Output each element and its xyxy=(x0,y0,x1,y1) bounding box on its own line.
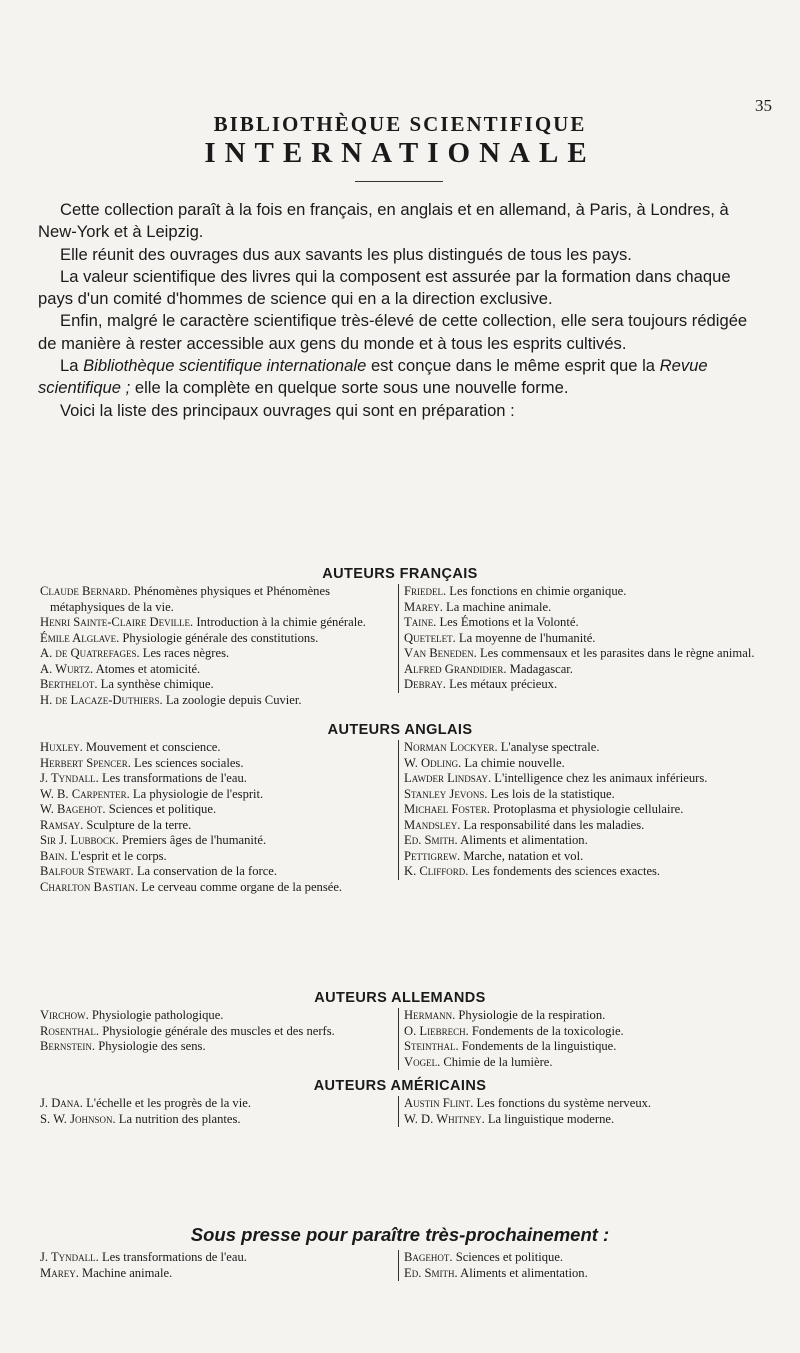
list-anglais-left xyxy=(40,740,390,895)
page-number: 35 xyxy=(755,96,772,115)
entry-author: Henri Sainte-Claire Deville. xyxy=(40,615,194,629)
entry-author: W. B. Carpenter. xyxy=(40,786,130,801)
catalogue-entry xyxy=(404,771,764,787)
catalogue-entry xyxy=(40,740,390,756)
entry-title: Les fonctions du système nerveux. xyxy=(473,1096,652,1110)
entry-author: Alfred Grandidier. xyxy=(404,661,507,676)
catalogue-entry xyxy=(40,771,390,787)
entry-title: Physiologie générale des constitutions. xyxy=(119,630,319,645)
catalogue-entry xyxy=(404,787,764,803)
entry-author: Ed. Smith. xyxy=(404,833,458,847)
list-sous-presse-right xyxy=(398,1250,764,1281)
heading-allemands: AUTEURS ALLEMANDS xyxy=(314,990,486,1006)
catalogue-entry xyxy=(40,864,390,880)
catalogue-entry xyxy=(40,584,390,615)
entry-author: H. de Lacaze-Duthiers. xyxy=(40,692,163,707)
entry-author: J. Dana. xyxy=(40,1096,83,1110)
entry-title: La conservation de la force. xyxy=(133,864,278,878)
intro-paragraph-4: Enfin, malgré le caractère scientifique très-élevé de cette collection, elle sera toujours rédigée de manière à rester accessible aux gens du monde et à tous les esprits cultivés. xyxy=(38,311,748,353)
entry-title: La synthèse chimique. xyxy=(97,677,214,691)
entry-author: O. Liebrech. xyxy=(404,1023,469,1038)
list-sous-presse-left xyxy=(40,1250,390,1281)
entry-author: Bernstein. xyxy=(40,1039,96,1053)
p5-rest: elle la complète en quelque sorte sous une nouvelle forme. xyxy=(134,378,569,398)
catalogue-entry xyxy=(404,864,764,880)
entry-title: La linguistique moderne. xyxy=(484,1111,615,1126)
entry-title: Les sciences sociales. xyxy=(130,755,244,770)
entry-author: Balfour Stewart. xyxy=(40,864,134,878)
entry-author: S. W. Johnson. xyxy=(40,1111,116,1126)
entry-title: Protoplasma et physiologie cellulaire. xyxy=(490,802,684,816)
catalogue-entry xyxy=(40,693,390,709)
entry-author: J. Tyndall. xyxy=(40,1250,99,1264)
intro-paragraph-5 xyxy=(38,355,760,400)
entry-author: W. Odling. xyxy=(404,755,462,770)
list-allemands-left xyxy=(40,1008,390,1055)
catalogue-entry xyxy=(40,631,390,647)
entry-title: Aliments et alimentation. xyxy=(457,1265,588,1280)
intro-paragraph-3: La valeur scientifique des livres qui la composent est assurée par la formation dans chaque pays d'un comité d'hommes de science qui en a la direction exclusive. xyxy=(38,266,731,309)
entry-title: Sculpture de la terre. xyxy=(83,817,192,832)
entry-title: Les métaux précieux. xyxy=(445,677,558,691)
intro-paragraph-6: Voici la liste des principaux ouvrages qui sont en préparation : xyxy=(60,400,515,420)
catalogue-entry xyxy=(404,1112,764,1128)
entry-title: La responsabilité dans les maladies. xyxy=(460,817,645,832)
entry-author: Stanley Jevons. xyxy=(404,786,488,801)
entry-title: Les transformations de l'eau. xyxy=(98,771,247,785)
catalogue-entry xyxy=(40,677,390,693)
catalogue-entry xyxy=(404,1096,764,1112)
intro-text xyxy=(38,199,760,422)
entry-author: Steinthal. xyxy=(404,1039,459,1053)
list-francais-right xyxy=(398,584,764,693)
entry-title: La nutrition des plantes. xyxy=(115,1111,241,1126)
entry-title: Atomes et atomicité. xyxy=(93,661,201,676)
entry-title: Madagascar. xyxy=(506,661,573,676)
catalogue-entry xyxy=(40,802,390,818)
catalogue-entry xyxy=(404,833,764,849)
entry-author: Bagehot. xyxy=(404,1250,453,1264)
catalogue-entry xyxy=(40,1039,390,1055)
entry-title: L'analyse spectrale. xyxy=(497,740,600,754)
catalogue-entry xyxy=(404,818,764,834)
catalogue-entry xyxy=(40,1024,390,1040)
entry-author: A. Wurtz. xyxy=(40,661,94,676)
entry-author: Lawder Lindsay. xyxy=(404,771,492,785)
catalogue-entry xyxy=(404,1039,764,1055)
entry-author: Marey. xyxy=(40,1265,79,1280)
catalogue-entry xyxy=(40,1250,390,1266)
entry-title: Chimie de la lumière. xyxy=(440,1054,553,1069)
list-allemands-right xyxy=(398,1008,764,1070)
entry-author: Debray. xyxy=(404,677,446,691)
heading-francais: AUTEURS FRANÇAIS xyxy=(322,566,478,582)
entry-title: Les lois de la statistique. xyxy=(487,786,615,801)
entry-title: Physiologie générale des muscles et des nerfs. xyxy=(99,1023,335,1038)
entry-title: Aliments et alimentation. xyxy=(457,833,588,847)
entry-author: Marey. xyxy=(404,599,443,614)
catalogue-entry xyxy=(40,818,390,834)
entry-author: Berthelot. xyxy=(40,677,98,691)
entry-author: Herbert Spencer. xyxy=(40,755,131,770)
catalogue-entry xyxy=(404,1008,764,1024)
entry-title: Phénomènes physiques et Phénomènes métaphysiques de la vie. xyxy=(50,584,330,614)
entry-author: Sir J. Lubbock. xyxy=(40,833,119,847)
entry-title: La moyenne de l'humanité. xyxy=(455,630,596,645)
catalogue-entry xyxy=(40,662,390,678)
entry-title: Les races nègres. xyxy=(139,646,230,660)
entry-title: Les fonctions en chimie organique. xyxy=(446,584,627,598)
catalogue-entry xyxy=(404,756,764,772)
entry-title: Les fondements des sciences exactes. xyxy=(468,864,661,878)
entry-title: Fondements de la linguistique. xyxy=(458,1039,617,1053)
catalogue-entry xyxy=(40,787,390,803)
catalogue-entry xyxy=(404,677,764,693)
catalogue-entry xyxy=(404,584,764,600)
p5-prefix: La xyxy=(60,356,79,376)
p5-collection-name: Bibliothèque scientifique internationale xyxy=(83,356,367,376)
heading-americains: AUTEURS AMÉRICAINS xyxy=(313,1078,487,1094)
entry-title: Le cerveau comme organe de la pensée. xyxy=(138,879,343,894)
series-title-line1: BIBLIOTHÈQUE SCIENTIFIQUE xyxy=(213,112,587,136)
catalogue-entry xyxy=(40,646,390,662)
entry-title: La zoologie depuis Cuvier. xyxy=(162,692,302,707)
entry-author: Pettigrew. xyxy=(404,848,461,863)
entry-author: Huxley. xyxy=(40,740,83,754)
entry-author: Ramsay. xyxy=(40,817,84,832)
catalogue-entry xyxy=(404,631,764,647)
entry-author: Van Beneden. xyxy=(404,646,477,660)
entry-title: Introduction à la chimie générale. xyxy=(193,615,366,629)
entry-title: Sciences et politique. xyxy=(105,802,217,816)
catalogue-entry xyxy=(404,615,764,631)
entry-title: Marche, natation et vol. xyxy=(460,848,584,863)
catalogue-entry xyxy=(40,880,390,896)
catalogue-entry xyxy=(404,1266,764,1282)
catalogue-entry xyxy=(40,833,390,849)
entry-author: Charlton Bastian. xyxy=(40,879,139,894)
entry-title: Physiologie pathologique. xyxy=(88,1008,224,1022)
list-anglais-right xyxy=(398,740,764,880)
catalogue-entry xyxy=(40,1096,390,1112)
entry-author: Mandsley. xyxy=(404,817,461,832)
entry-title: Physiologie des sens. xyxy=(95,1039,206,1053)
p5-mid: est conçue dans le même esprit que la xyxy=(370,356,656,376)
entry-title: Physiologie de la respiration. xyxy=(455,1008,606,1022)
list-americains-left xyxy=(40,1096,390,1127)
entry-author: Taine. xyxy=(404,615,437,629)
entry-title: Les commensaux et les parasites dans le règne animal. xyxy=(476,646,755,660)
entry-author: Norman Lockyer. xyxy=(404,740,498,754)
catalogue-entry xyxy=(40,615,390,631)
entry-author: Émile Alglave. xyxy=(40,630,120,645)
entry-title: La machine animale. xyxy=(442,599,552,614)
catalogue-entry xyxy=(404,1024,764,1040)
entry-author: A. de Quatrefages. xyxy=(40,646,140,660)
catalogue-entry xyxy=(404,1250,764,1266)
entry-title: La chimie nouvelle. xyxy=(461,755,565,770)
entry-author: Vogel. xyxy=(404,1054,441,1069)
catalogue-entry xyxy=(404,646,764,662)
catalogue-entry xyxy=(40,1008,390,1024)
entry-author: W. D. Whitney. xyxy=(404,1111,485,1126)
entry-title: La physiologie de l'esprit. xyxy=(129,786,264,801)
entry-author: Ed. Smith. xyxy=(404,1265,458,1280)
entry-author: Rosenthal. xyxy=(40,1023,100,1038)
entry-author: Quetelet. xyxy=(404,630,456,645)
intro-paragraph-1: Cette collection paraît à la fois en français, en anglais et en allemand, à Paris, à Londres, à New-York et à Leipzig. xyxy=(38,200,729,242)
series-title-line2: INTERNATIONALE xyxy=(204,137,596,169)
entry-author: Friedel. xyxy=(404,584,447,598)
catalogue-entry xyxy=(404,1055,764,1071)
entry-title: Premiers âges de l'humanité. xyxy=(118,833,267,847)
entry-author: K. Clifford. xyxy=(404,864,469,878)
entry-title: L'esprit et le corps. xyxy=(67,848,167,863)
entry-author: Claude Bernard. xyxy=(40,584,131,598)
catalogue-entry xyxy=(404,740,764,756)
entry-author: Austin Flint. xyxy=(404,1096,474,1110)
list-francais-left xyxy=(40,584,390,708)
entry-author: Michael Foster. xyxy=(404,802,490,816)
title-rule xyxy=(355,181,443,182)
catalogue-entry xyxy=(40,1112,390,1128)
entry-author: J. Tyndall. xyxy=(40,771,99,785)
entry-title: Sciences et politique. xyxy=(452,1250,564,1264)
catalogue-entry xyxy=(40,756,390,772)
entry-title: Fondements de la toxicologie. xyxy=(468,1023,624,1038)
heading-sous-presse: Sous presse pour paraître très-prochainement : xyxy=(190,1224,610,1245)
entry-title: Machine animale. xyxy=(78,1265,173,1280)
catalogue-entry xyxy=(404,600,764,616)
entry-author: Virchow. xyxy=(40,1008,89,1022)
entry-title: Les transformations de l'eau. xyxy=(98,1250,247,1264)
catalogue-entry xyxy=(404,802,764,818)
entry-author: W. Bagehot. xyxy=(40,802,106,816)
p5-journal-name: Revue scientifique ; xyxy=(38,356,708,398)
entry-title: Mouvement et conscience. xyxy=(82,740,221,754)
catalogue-entry xyxy=(404,849,764,865)
entry-author: Bain. xyxy=(40,848,68,863)
entry-author: Hermann. xyxy=(404,1008,456,1022)
entry-title: Les Émotions et la Volonté. xyxy=(436,615,579,629)
intro-paragraph-2: Elle réunit des ouvrages dus aux savants les plus distingués de tous les pays. xyxy=(60,244,632,264)
catalogue-entry xyxy=(404,662,764,678)
heading-anglais: AUTEURS ANGLAIS xyxy=(327,722,473,738)
entry-title: L'échelle et les progrès de la vie. xyxy=(82,1096,251,1110)
list-americains-right xyxy=(398,1096,764,1127)
catalogue-entry xyxy=(40,1266,390,1282)
catalogue-entry xyxy=(40,849,390,865)
entry-title: L'intelligence chez les animaux inférieurs. xyxy=(491,771,708,785)
